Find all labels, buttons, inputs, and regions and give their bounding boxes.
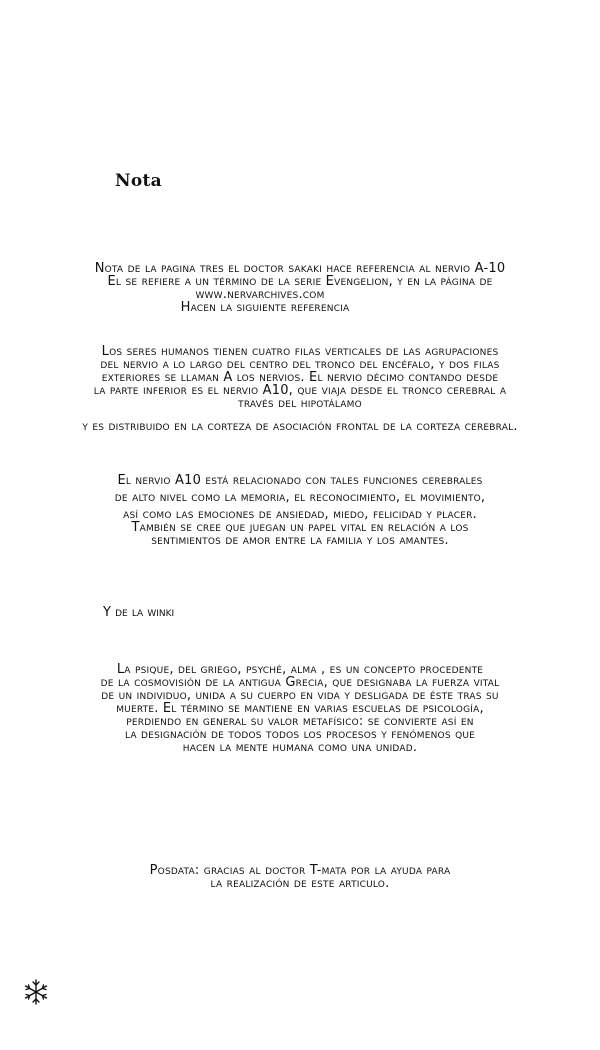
text-line: muerte. El término se mantiene en varias escuelas de psicología, [116, 701, 484, 716]
text-line: y es distribuido en la corteza de asociación frontal de la corteza cerebral. [82, 419, 518, 434]
text-line: Hacen la siguiente referencia [180, 300, 350, 315]
text-line: de alto nivel como la memoria, el reconocimiento, el movimiento, [114, 490, 486, 505]
note-paragraph-2 [0, 345, 600, 433]
text-line: la parte inferior es el nervio A10, que viaja desde el tronco cerebral a [93, 383, 507, 398]
snowflake-icon [22, 978, 50, 1006]
text-line: Posdata: gracias al doctor T-mata por la ayuda para [149, 863, 451, 878]
text-line: hacen la mente humana como una unidad. [182, 740, 418, 755]
text-line: Nota de la pagina tres el doctor sakaki hace referencia al nervio A-10 [94, 261, 506, 276]
text-line: El nervio A10 está relacionado con tales funciones cerebrales [117, 473, 483, 488]
note-paragraph-3 [0, 474, 600, 547]
text-line: de un individuo, unida a su cuerpo en vida y desligada de éste tras su [101, 688, 499, 703]
text-line: También se cree que juegan un papel vital en relación a los [131, 520, 469, 535]
winki-intro: Y de la winki [103, 605, 175, 620]
postdata-note [0, 864, 600, 890]
note-paragraph-4 [0, 663, 600, 754]
text-line: así como las emociones de ansiedad, miedo, felicidad y placer. [123, 507, 477, 522]
text-line: través del hipotálamo [238, 396, 362, 411]
text-line: de la cosmovisión de la antigua Grecia, que designaba la fuerza vital [100, 675, 500, 690]
text-line: la realización de este articulo. [210, 876, 390, 891]
text-line: El se refiere a un término de la serie Evengelion, y en la página de [107, 274, 493, 289]
text-line: www.nervarchives.com [195, 287, 325, 302]
text-line: perdiendo en general su valor metafísico: se convierte así en [126, 714, 474, 729]
text-line: del nervio a lo largo del centro del tronco del encéfalo, y dos filas [100, 357, 500, 372]
text-line: sentimientos de amor entre la familia y los amantes. [151, 533, 449, 548]
text-line: la designación de todos todos los procesos y fenómenos que [124, 727, 476, 742]
text-line: Los seres humanos tienen cuatro filas verticales de las agrupaciones [101, 344, 499, 359]
note-paragraph-1 [0, 262, 600, 314]
text-line: exteriores se llaman A los nervios. El nervio décimo contando desde [101, 370, 499, 385]
page-title: Nota [115, 171, 162, 191]
text-line: La psique, del griego, psyché, alma , es un concepto procedente [116, 662, 484, 677]
